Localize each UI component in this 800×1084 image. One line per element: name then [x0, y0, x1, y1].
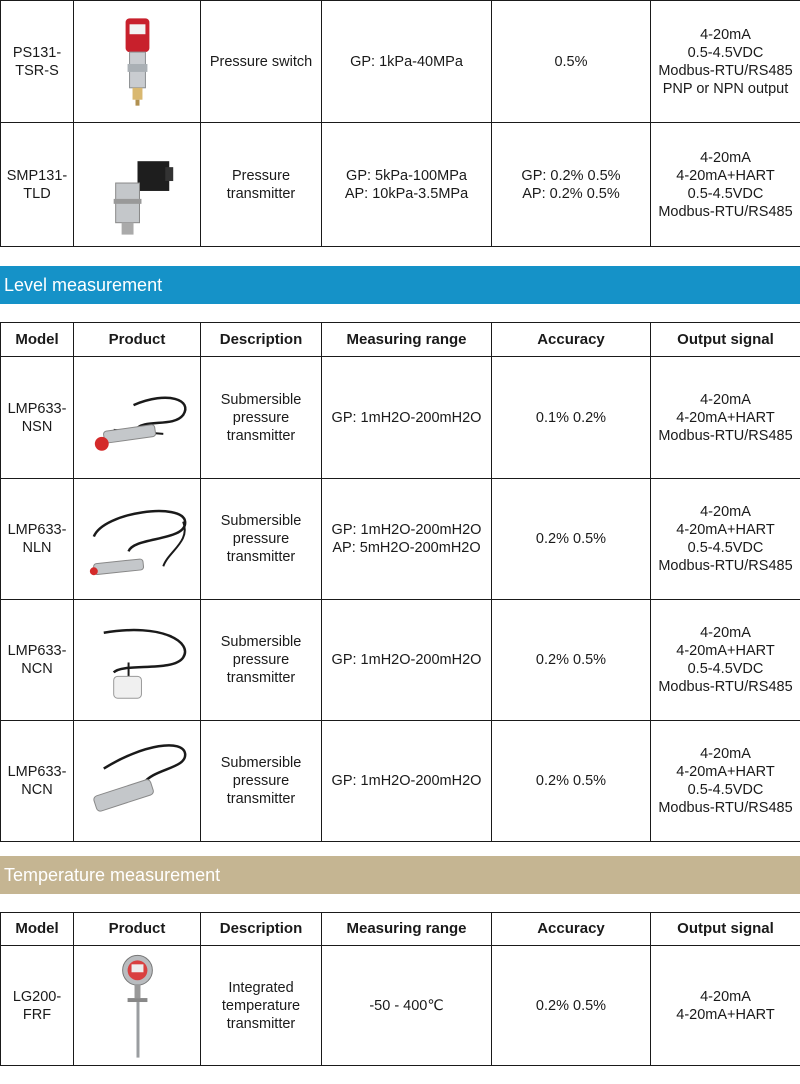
product-cell: [74, 600, 201, 721]
description-cell: [201, 479, 322, 600]
description-cell: [201, 721, 322, 842]
model-cell-line: NCN: [21, 782, 53, 798]
measuring-range-cell-line: AP: 5mH2O-200mH2O: [332, 540, 481, 556]
description-cell-line: transmitter: [226, 549, 296, 565]
output-signal-cell-line: PNP or NPN output: [662, 80, 789, 97]
description-cell-line: Pressure switch: [209, 53, 313, 70]
model-cell-line: PS131-: [12, 44, 62, 61]
accuracy-cell: [492, 600, 651, 721]
submersible-transmitter-steel-image: [74, 723, 200, 840]
model-cell-line: TSR-S: [15, 62, 59, 79]
table-row: [1, 721, 800, 842]
output-signal-cell-line: 4-20mA: [700, 391, 751, 408]
measuring-range-cell-line: GP: 1mH2O-200mH2O: [331, 409, 482, 426]
measuring-range-cell: [322, 123, 492, 247]
table-row: [1, 600, 800, 721]
model-cell-line: LMP633-: [7, 643, 67, 659]
product-cell: [74, 123, 201, 247]
description-cell-line: transmitter: [226, 791, 296, 807]
product-cell: [74, 479, 201, 600]
description-cell-line: transmitter: [226, 427, 296, 444]
output-signal-cell-line: 4-20mA+HART: [676, 409, 775, 426]
temperature-section-banner: Temperature measurement: [0, 856, 800, 894]
description-cell-line: pressure: [232, 531, 290, 547]
description-cell-line: Submersible: [220, 513, 302, 529]
accuracy-cell-line: AP: 0.2% 0.5%: [522, 185, 620, 202]
header-accuracy: Accuracy: [492, 323, 651, 357]
measuring-range-cell: [322, 946, 492, 1066]
description-cell: [201, 1, 322, 123]
header-model: Model: [1, 913, 74, 946]
output-signal-cell-line: 0.5-4.5VDC: [687, 44, 764, 61]
description-cell: [201, 946, 322, 1066]
header-measuring-range: Measuring range: [322, 323, 492, 357]
output-signal-cell-line: 4-20mA+HART: [676, 1006, 775, 1023]
measuring-range-cell-line: GP: 1kPa-40MPa: [350, 53, 463, 70]
output-signal-cell-line: Modbus-RTU/RS485: [658, 203, 793, 220]
description-cell-line: temperature: [221, 997, 301, 1014]
pressure-table: [0, 0, 800, 247]
level-table: [0, 322, 800, 842]
level-table-body: [1, 357, 800, 842]
table-row: [1, 1, 800, 123]
output-signal-cell: [651, 123, 800, 247]
table-row: [1, 357, 800, 479]
product-cell: [74, 721, 201, 842]
description-cell: [201, 357, 322, 479]
table-row: [1, 479, 800, 600]
submersible-transmitter-red-cap-image: [74, 359, 200, 477]
accuracy-cell-line: 0.1% 0.2%: [535, 409, 607, 426]
output-signal-cell-line: 4-20mA: [700, 625, 751, 641]
accuracy-cell-line: 0.2% 0.5%: [535, 652, 607, 668]
product-cell: [74, 1, 201, 123]
description-cell-line: Submersible: [220, 634, 302, 650]
measuring-range-cell: [322, 600, 492, 721]
model-cell-line: LMP633-: [7, 764, 67, 780]
output-signal-cell-line: Modbus-RTU/RS485: [658, 427, 793, 444]
output-signal-cell-line: 0.5-4.5VDC: [687, 540, 764, 556]
header-description: Description: [201, 323, 322, 357]
level-section-banner: Level measurement: [0, 266, 800, 304]
output-signal-cell-line: Modbus-RTU/RS485: [658, 800, 793, 816]
product-cell: [74, 357, 201, 479]
output-signal-cell-line: 4-20mA: [700, 746, 751, 762]
model-cell-line: SMP131-: [6, 167, 68, 184]
header-measuring-range: Measuring range: [322, 913, 492, 946]
submersible-transmitter-probe-image: [74, 481, 200, 598]
table-row: [1, 123, 800, 247]
description-cell: [201, 123, 322, 247]
output-signal-cell: [651, 357, 800, 479]
output-signal-cell: [651, 946, 800, 1066]
description-cell-line: pressure: [232, 409, 290, 426]
accuracy-cell-line: 0.2% 0.5%: [535, 531, 607, 547]
output-signal-cell: [651, 600, 800, 721]
accuracy-cell: [492, 123, 651, 247]
accuracy-cell: [492, 1, 651, 123]
accuracy-cell-line: GP: 0.2% 0.5%: [521, 167, 621, 184]
header-output-signal: Output signal: [651, 913, 800, 946]
accuracy-cell-line: 0.2% 0.5%: [535, 997, 607, 1014]
model-cell-line: LG200-: [12, 988, 62, 1005]
output-signal-cell-line: 4-20mA: [700, 504, 751, 520]
output-signal-cell-line: 4-20mA: [700, 988, 751, 1005]
header-description: Description: [201, 913, 322, 946]
header-model: Model: [1, 323, 74, 357]
model-cell-line: NLN: [22, 540, 52, 556]
model-cell: [1, 123, 74, 247]
output-signal-cell-line: Modbus-RTU/RS485: [658, 62, 793, 79]
model-cell: [1, 479, 74, 600]
table-row: [1, 946, 800, 1066]
measuring-range-cell-line: AP: 10kPa-3.5MPa: [344, 185, 469, 202]
measuring-range-cell-line: -50 - 400℃: [369, 997, 444, 1014]
model-cell: [1, 946, 74, 1066]
pressure-table-body: [1, 1, 800, 247]
model-cell-line: TLD: [23, 185, 51, 202]
measuring-range-cell-line: GP: 1mH2O-200mH2O: [331, 522, 482, 538]
description-cell-line: transmitter: [226, 185, 296, 202]
description-cell-line: pressure: [232, 773, 290, 789]
measuring-range-cell-line: GP: 1mH2O-200mH2O: [331, 773, 482, 789]
model-cell: [1, 600, 74, 721]
accuracy-cell: [492, 721, 651, 842]
output-signal-cell-line: 0.5-4.5VDC: [687, 661, 764, 677]
product-cell: [74, 946, 201, 1066]
description-cell-line: Integrated: [228, 979, 294, 996]
model-cell-line: LMP633-: [7, 400, 67, 417]
model-cell: [1, 1, 74, 123]
model-cell: [1, 357, 74, 479]
submersible-transmitter-white-image: [74, 602, 200, 719]
measuring-range-cell: [322, 479, 492, 600]
description-cell: [201, 600, 322, 721]
output-signal-cell-line: 4-20mA: [700, 149, 751, 166]
description-cell-line: Submersible: [220, 755, 302, 771]
description-cell-line: transmitter: [226, 1015, 296, 1032]
level-table-header-row: [1, 323, 800, 357]
measuring-range-cell: [322, 1, 492, 123]
pressure-switch-image: [74, 3, 200, 121]
output-signal-cell-line: Modbus-RTU/RS485: [658, 679, 793, 695]
output-signal-cell-line: 0.5-4.5VDC: [687, 185, 764, 202]
output-signal-cell-line: 4-20mA+HART: [676, 522, 775, 538]
measuring-range-cell-line: GP: 5kPa-100MPa: [346, 167, 467, 184]
temperature-table: [0, 912, 800, 1066]
model-cell-line: LMP633-: [7, 522, 67, 538]
measuring-range-cell-line: GP: 1mH2O-200mH2O: [331, 652, 482, 668]
header-product: Product: [74, 323, 201, 357]
output-signal-cell: [651, 1, 800, 123]
temperature-table-body: [1, 946, 800, 1066]
model-cell: [1, 721, 74, 842]
accuracy-cell-line: 0.2% 0.5%: [535, 773, 607, 789]
description-cell-line: pressure: [232, 652, 290, 668]
model-cell-line: NCN: [21, 661, 53, 677]
output-signal-cell: [651, 721, 800, 842]
accuracy-cell: [492, 357, 651, 479]
description-cell-line: transmitter: [226, 670, 296, 686]
temperature-transmitter-image: [74, 948, 200, 1064]
accuracy-cell-line: 0.5%: [554, 53, 588, 70]
accuracy-cell: [492, 479, 651, 600]
header-product: Product: [74, 913, 201, 946]
header-accuracy: Accuracy: [492, 913, 651, 946]
model-cell-line: FRF: [22, 1006, 52, 1023]
temperature-table-header-row: [1, 913, 800, 946]
pressure-transmitter-image: [74, 125, 200, 245]
output-signal-cell-line: 4-20mA: [700, 26, 751, 43]
output-signal-cell: [651, 479, 800, 600]
description-cell-line: Pressure: [231, 167, 291, 184]
measuring-range-cell: [322, 721, 492, 842]
output-signal-cell-line: 4-20mA+HART: [676, 643, 775, 659]
accuracy-cell: [492, 946, 651, 1066]
output-signal-cell-line: 0.5-4.5VDC: [687, 782, 764, 798]
output-signal-cell-line: 4-20mA+HART: [676, 764, 775, 780]
model-cell-line: NSN: [21, 418, 53, 435]
output-signal-cell-line: 4-20mA+HART: [676, 167, 775, 184]
output-signal-cell-line: Modbus-RTU/RS485: [658, 558, 793, 574]
measuring-range-cell: [322, 357, 492, 479]
header-output-signal: Output signal: [651, 323, 800, 357]
description-cell-line: Submersible: [220, 391, 302, 408]
